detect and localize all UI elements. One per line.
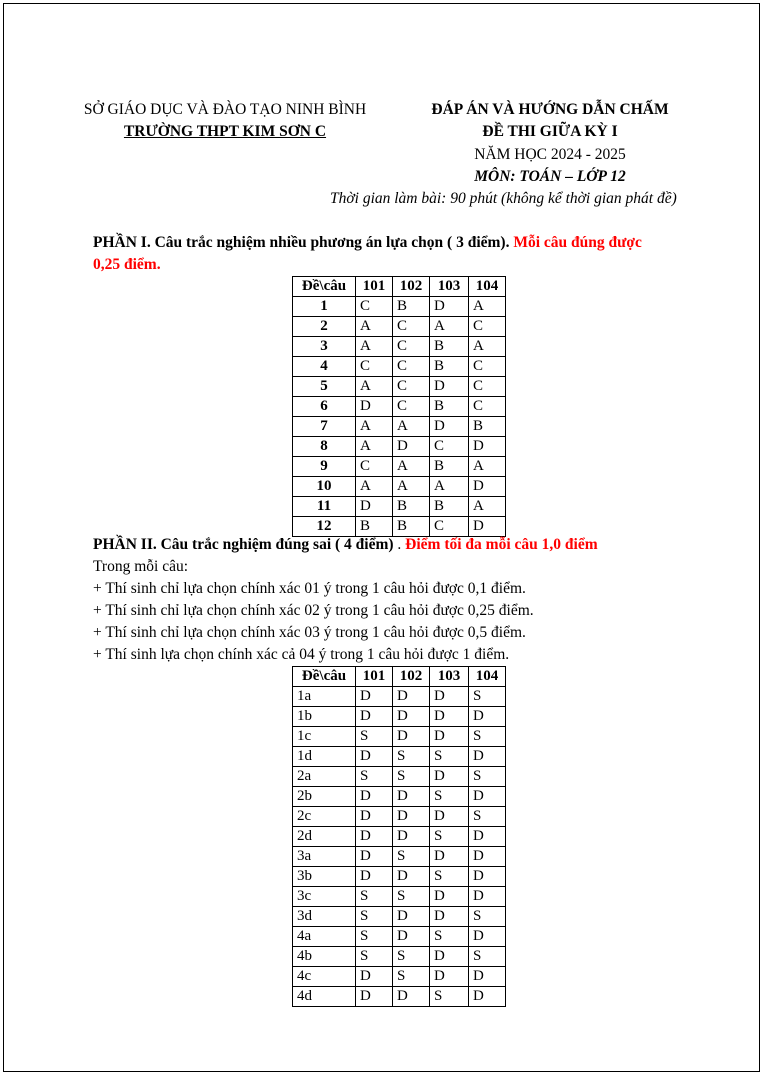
answer-cell: A <box>356 477 393 497</box>
answer-cell: S <box>469 807 506 827</box>
question-number-cell: 10 <box>293 477 356 497</box>
answer-cell: S <box>393 887 430 907</box>
header-cell-exam-code: 104 <box>469 277 506 297</box>
answer-cell: D <box>393 707 430 727</box>
answer-cell: D <box>356 747 393 767</box>
answer-cell: D <box>356 397 393 417</box>
header-cell-exam-code: 103 <box>430 667 469 687</box>
question-number-cell: 1b <box>293 707 356 727</box>
answer-cell: D <box>356 847 393 867</box>
answer-cell: D <box>430 297 469 317</box>
answer-cell: D <box>430 907 469 927</box>
answer-cell: B <box>356 517 393 537</box>
question-number-cell: 4c <box>293 967 356 987</box>
question-number-cell: 4b <box>293 947 356 967</box>
part2-heading <box>93 536 598 554</box>
answer-cell: D <box>469 517 506 537</box>
table-row <box>293 767 506 787</box>
answer-cell: D <box>469 827 506 847</box>
answer-cell: B <box>393 517 430 537</box>
answer-cell: D <box>393 907 430 927</box>
answer-cell: A <box>469 297 506 317</box>
part2-title-dot: . <box>397 536 402 553</box>
table-row <box>293 437 506 457</box>
answer-cell: C <box>469 357 506 377</box>
answer-cell: D <box>356 707 393 727</box>
answer-cell: B <box>430 457 469 477</box>
answer-cell: D <box>356 687 393 707</box>
question-number-cell: 1a <box>293 687 356 707</box>
answer-cell: D <box>356 867 393 887</box>
answer-cell: A <box>356 377 393 397</box>
answer-cell: C <box>393 337 430 357</box>
answer-cell: D <box>469 787 506 807</box>
table-row <box>293 377 506 397</box>
answer-cell: S <box>430 827 469 847</box>
table-row <box>293 987 506 1007</box>
answer-cell: A <box>393 417 430 437</box>
question-number-cell: 3 <box>293 337 356 357</box>
answer-cell: B <box>393 297 430 317</box>
header-cell-question: Đề\câu <box>293 667 356 687</box>
answer-cell: B <box>469 417 506 437</box>
question-number-cell: 3c <box>293 887 356 907</box>
answer-cell: D <box>356 827 393 847</box>
answer-cell: C <box>469 397 506 417</box>
answer-cell: S <box>469 907 506 927</box>
answer-cell: S <box>469 767 506 787</box>
table-header-row <box>293 277 506 297</box>
answer-cell: S <box>469 727 506 747</box>
answer-cell: S <box>430 867 469 887</box>
question-number-cell: 2 <box>293 317 356 337</box>
part2-rule: + Thí sinh chỉ lựa chọn chính xác 02 ý trong 1 câu hỏi được 0,25 điểm. <box>93 602 534 619</box>
answer-cell: D <box>430 947 469 967</box>
answer-cell: D <box>393 827 430 847</box>
answer-cell: A <box>393 457 430 477</box>
department-name: SỞ GIÁO DỤC VÀ ĐÀO TẠO NINH BÌNH <box>83 101 367 118</box>
table-row <box>293 867 506 887</box>
answer-cell: S <box>356 887 393 907</box>
answer-cell: D <box>393 807 430 827</box>
table-header-row <box>293 667 506 687</box>
answer-cell: D <box>356 787 393 807</box>
part1-score-note: Mỗi câu đúng được <box>513 234 642 251</box>
table-row <box>293 787 506 807</box>
answer-cell: D <box>430 707 469 727</box>
answer-cell: D <box>356 967 393 987</box>
answer-cell: D <box>430 377 469 397</box>
answer-cell: C <box>393 377 430 397</box>
answer-cell: B <box>393 497 430 517</box>
answer-cell: S <box>430 987 469 1007</box>
question-number-cell: 8 <box>293 437 356 457</box>
answer-cell: S <box>393 947 430 967</box>
table-row <box>293 927 506 947</box>
answer-cell: B <box>430 497 469 517</box>
answer-cell: S <box>356 727 393 747</box>
document-title: ĐÁP ÁN VÀ HƯỚNG DẪN CHẤM <box>431 101 669 118</box>
exam-time: Thời gian làm bài: 90 phút (không kể thời gian phát đề) <box>330 190 677 207</box>
answer-cell: D <box>469 927 506 947</box>
question-number-cell: 12 <box>293 517 356 537</box>
answer-cell: C <box>430 437 469 457</box>
table-row <box>293 947 506 967</box>
part1-score-note-cont: 0,25 điểm. <box>93 256 161 273</box>
answer-cell: D <box>393 987 430 1007</box>
answer-cell: S <box>430 927 469 947</box>
part1-heading <box>93 234 642 252</box>
answer-cell: S <box>356 907 393 927</box>
answer-cell: A <box>356 437 393 457</box>
question-number-cell: 7 <box>293 417 356 437</box>
header-cell-question: Đề\câu <box>293 277 356 297</box>
answer-cell: S <box>469 687 506 707</box>
table-row <box>293 317 506 337</box>
answer-cell: D <box>469 707 506 727</box>
question-number-cell: 2c <box>293 807 356 827</box>
school-year: NĂM HỌC 2024 - 2025 <box>474 146 626 163</box>
answer-cell: D <box>430 767 469 787</box>
answer-cell: D <box>393 727 430 747</box>
answer-cell: C <box>393 357 430 377</box>
header-cell-exam-code: 103 <box>430 277 469 297</box>
question-number-cell: 5 <box>293 377 356 397</box>
part2-rule: + Thí sinh chỉ lựa chọn chính xác 03 ý trong 1 câu hỏi được 0,5 điểm. <box>93 624 526 641</box>
part2-rule: + Thí sinh lựa chọn chính xác cả 04 ý trong 1 câu hỏi được 1 điểm. <box>93 646 510 663</box>
question-number-cell: 3d <box>293 907 356 927</box>
answer-cell: D <box>356 987 393 1007</box>
answer-cell: C <box>356 357 393 377</box>
question-number-cell: 2b <box>293 787 356 807</box>
answer-cell: S <box>393 847 430 867</box>
question-number-cell: 11 <box>293 497 356 517</box>
answer-cell: D <box>393 787 430 807</box>
table-row <box>293 297 506 317</box>
answer-cell: S <box>356 767 393 787</box>
table-row <box>293 687 506 707</box>
school-name: TRƯỜNG THPT KIM SƠN C <box>123 123 327 140</box>
answer-cell: D <box>430 967 469 987</box>
answer-cell: S <box>393 747 430 767</box>
header-cell-exam-code: 102 <box>393 667 430 687</box>
answer-cell: D <box>469 887 506 907</box>
table-row <box>293 907 506 927</box>
answer-cell: D <box>393 867 430 887</box>
answer-cell: D <box>430 417 469 437</box>
header-cell-exam-code: 101 <box>356 667 393 687</box>
answer-cell: B <box>430 357 469 377</box>
part2-score-note: Điểm tối đa mỗi câu 1,0 điểm <box>405 536 598 553</box>
answer-cell: C <box>430 517 469 537</box>
answer-cell: D <box>430 807 469 827</box>
answer-cell: B <box>430 397 469 417</box>
answer-cell: C <box>356 457 393 477</box>
answer-cell: A <box>393 477 430 497</box>
table-row <box>293 847 506 867</box>
answer-cell: D <box>469 477 506 497</box>
question-number-cell: 6 <box>293 397 356 417</box>
answer-cell: A <box>469 497 506 517</box>
question-number-cell: 1c <box>293 727 356 747</box>
question-number-cell: 4 <box>293 357 356 377</box>
table-row <box>293 827 506 847</box>
table-row <box>293 497 506 517</box>
answer-cell: S <box>469 947 506 967</box>
answer-cell: D <box>469 867 506 887</box>
answer-cell: D <box>469 437 506 457</box>
table-row <box>293 727 506 747</box>
answer-cell: A <box>356 337 393 357</box>
part1-answer-table <box>292 276 506 537</box>
answer-cell: S <box>393 967 430 987</box>
table-row <box>293 477 506 497</box>
answer-cell: S <box>393 767 430 787</box>
question-number-cell: 1 <box>293 297 356 317</box>
answer-cell: A <box>356 317 393 337</box>
answer-cell: S <box>356 947 393 967</box>
header-cell-exam-code: 102 <box>393 277 430 297</box>
question-number-cell: 4d <box>293 987 356 1007</box>
answer-cell: S <box>430 747 469 767</box>
table-row <box>293 747 506 767</box>
answer-cell: C <box>469 317 506 337</box>
part2-answer-table <box>292 666 506 1007</box>
question-number-cell: 4a <box>293 927 356 947</box>
table-row <box>293 337 506 357</box>
answer-cell: C <box>393 397 430 417</box>
question-number-cell: 3b <box>293 867 356 887</box>
answer-cell: B <box>430 337 469 357</box>
answer-cell: D <box>469 847 506 867</box>
answer-cell: A <box>430 477 469 497</box>
answer-cell: A <box>469 337 506 357</box>
question-number-cell: 1d <box>293 747 356 767</box>
table-row <box>293 397 506 417</box>
header-cell-exam-code: 104 <box>469 667 506 687</box>
table-row <box>293 967 506 987</box>
header-cell-exam-code: 101 <box>356 277 393 297</box>
subject-line: MÔN: TOÁN – LỚP 12 <box>474 168 626 185</box>
table-row <box>293 807 506 827</box>
table-row <box>293 517 506 537</box>
answer-cell: C <box>393 317 430 337</box>
question-number-cell: 2d <box>293 827 356 847</box>
table-row <box>293 887 506 907</box>
answer-cell: D <box>393 687 430 707</box>
answer-cell: D <box>430 887 469 907</box>
answer-cell: D <box>356 497 393 517</box>
answer-cell: D <box>393 927 430 947</box>
part1-title: PHẦN I. Câu trắc nghiệm nhiều phương án lựa chọn ( 3 điểm). <box>93 234 510 251</box>
answer-cell: D <box>430 727 469 747</box>
answer-cell: A <box>469 457 506 477</box>
answer-cell: D <box>393 437 430 457</box>
answer-cell: D <box>356 807 393 827</box>
answer-cell: A <box>356 417 393 437</box>
table-row <box>293 357 506 377</box>
question-number-cell: 9 <box>293 457 356 477</box>
exam-title: ĐỀ THI GIỮA KỲ I <box>482 123 618 140</box>
part2-title: PHẦN II. Câu trắc nghiệm đúng sai ( 4 điểm) <box>93 536 394 553</box>
answer-cell: S <box>430 787 469 807</box>
answer-cell: S <box>356 927 393 947</box>
part2-rule: + Thí sinh chỉ lựa chọn chính xác 01 ý trong 1 câu hỏi được 0,1 điểm. <box>93 580 526 597</box>
answer-cell: D <box>430 687 469 707</box>
question-number-cell: 2a <box>293 767 356 787</box>
answer-cell: C <box>469 377 506 397</box>
table-row <box>293 457 506 477</box>
answer-cell: D <box>469 967 506 987</box>
answer-cell: C <box>356 297 393 317</box>
answer-cell: D <box>469 987 506 1007</box>
question-number-cell: 3a <box>293 847 356 867</box>
part2-intro: Trong mỗi câu: <box>93 558 189 575</box>
answer-cell: D <box>430 847 469 867</box>
table-row <box>293 417 506 437</box>
answer-cell: D <box>469 747 506 767</box>
answer-cell: A <box>430 317 469 337</box>
table-row <box>293 707 506 727</box>
